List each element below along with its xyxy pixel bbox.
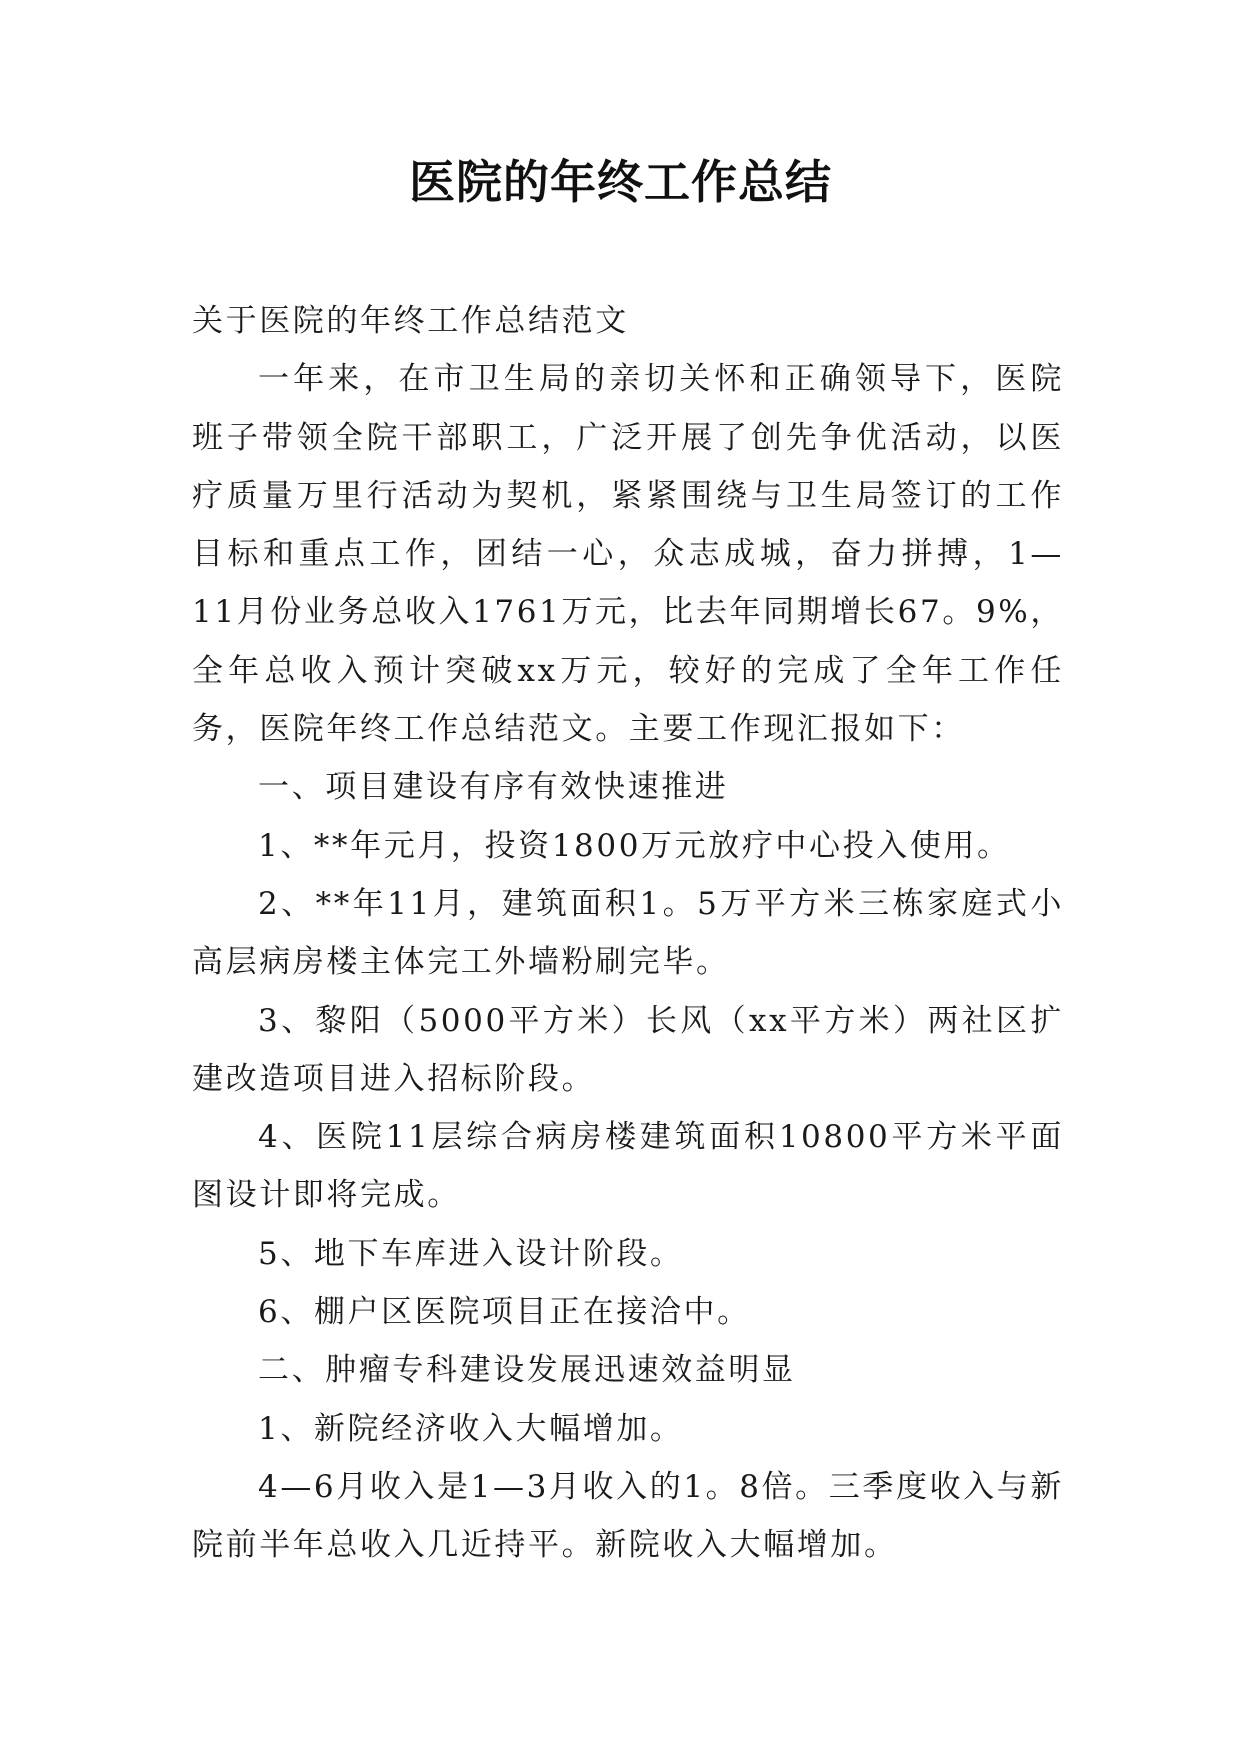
section-2-item-1: 1、新院经济收入大幅增加。 xyxy=(258,1410,684,1447)
list-item-2: 2、**年11月，建筑面积1。5万平方米三栋家庭式小高层病房楼主体完工外墙粉刷完毕。 xyxy=(192,885,1064,981)
section-heading-2: 二、肿瘤专科建设发展迅速效益明显 xyxy=(258,1352,796,1389)
document-body xyxy=(192,292,1064,1575)
list-item-5: 5、地下车库进入设计阶段。 xyxy=(258,1235,684,1272)
list-item-3: 3、黎阳（5000平方米）长风（xx平方米）两社区扩建改造项目进入招标阶段。 xyxy=(192,1002,1064,1097)
section-2-detail: 4—6月收入是1—3月收入的1。8倍。三季度收入与新院前半年总收入几近持平。新院收入大幅增加。 xyxy=(192,1468,1064,1564)
intro-paragraph: 一年来，在市卫生局的亲切关怀和正确领导下，医院班子带领全院干部职工，广泛开展了创先争优活动，以医疗质量万里行活动为契机，紧紧围绕与卫生局签订的工作目标和重点工作，团结一心，众志成城，奋力拼搏，1—11月份业务总收入1761万元，比去年同期增长67。9%，全年总收入预计突破xx万元，较好的完成了全年工作任务，医院年终工作总结范文。主要工作现汇报如下： xyxy=(192,361,1064,748)
list-item-4: 4、医院11层综合病房楼建筑面积10800平方米平面图设计即将完成。 xyxy=(192,1119,1064,1214)
list-item-6: 6、棚户区医院项目正在接洽中。 xyxy=(258,1294,751,1331)
section-heading-1: 一、项目建设有序有效快速推进 xyxy=(258,769,729,806)
subtitle-paragraph: 关于医院的年终工作总结范文 xyxy=(192,303,629,339)
list-item-1: 1、**年元月，投资1800万元放疗中心投入使用。 xyxy=(258,827,1011,864)
document-title: 医院的年终工作总结 xyxy=(409,155,832,209)
